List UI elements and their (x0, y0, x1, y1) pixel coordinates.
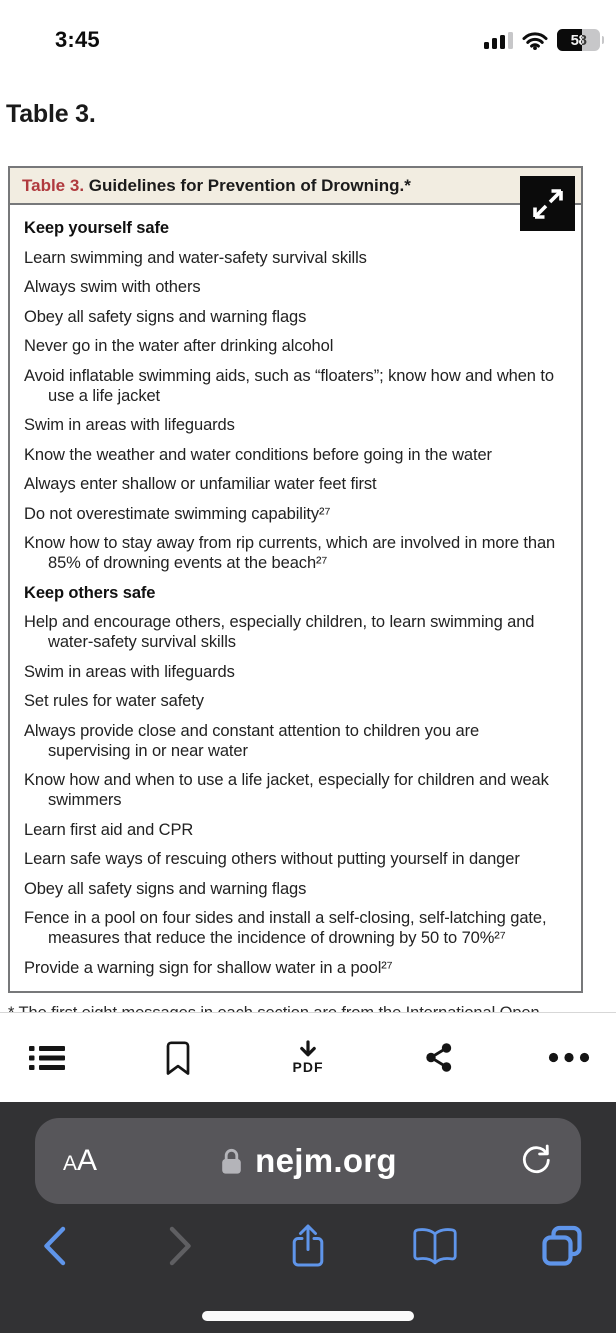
guideline-item: Always enter shallow or unfamiliar water feet first (24, 475, 377, 493)
guideline-item: Fence in a pool on four sides and install a self-closing, self-latching gate, measures that reduce the incidence of drowning by 50 to 70%²⁷ (24, 909, 547, 947)
guideline-item: Learn safe ways of rescuing others without putting yourself in danger (24, 850, 520, 868)
contents-button[interactable] (24, 1030, 70, 1086)
bookmark-icon (165, 1040, 191, 1076)
guideline-item: Know how to stay away from rip currents, which are involved in more than 85% of drowning events at the beach²⁷ (24, 534, 556, 572)
expand-table-button[interactable] (520, 176, 575, 231)
reload-button[interactable] (519, 1143, 553, 1180)
home-indicator[interactable] (202, 1311, 414, 1321)
pdf-download-button[interactable] (285, 1030, 331, 1086)
share-article-button[interactable] (416, 1030, 462, 1086)
guideline-item: Never go in the water after drinking alcohol (24, 337, 334, 355)
status-bar (0, 0, 616, 70)
bookmarks-button[interactable] (407, 1217, 463, 1275)
battery-percent: 58 (570, 31, 587, 49)
guideline-item: Always swim with others (24, 278, 201, 296)
section-header: Keep yourself safe (24, 219, 169, 237)
page-title: Table 3. (6, 100, 96, 128)
url-text: nejm.org (255, 1142, 397, 1179)
share-nodes-icon (424, 1042, 454, 1073)
list-icon (28, 1044, 66, 1072)
table-body (10, 205, 581, 991)
address-bar[interactable] (35, 1118, 581, 1204)
expand-icon (528, 184, 568, 224)
reader-options-button[interactable]: AA (63, 1144, 98, 1177)
lock-icon (219, 1146, 244, 1177)
pdf-label: PDF (292, 1058, 324, 1075)
ellipsis-icon (548, 1052, 590, 1063)
safari-chrome (0, 1102, 616, 1333)
guideline-item: Avoid inflatable swimming aids, such as “floaters”; know how and when to use a life jacket (24, 366, 554, 405)
guideline-item: Know how and when to use a life jacket, especially for children and weak swimmers (24, 771, 549, 809)
guideline-item: Always provide close and constant attention to children you are supervising in or near water (24, 721, 480, 760)
status-icons (484, 29, 601, 51)
guideline-item: Know the weather and water conditions before going in the water (24, 445, 492, 464)
section-header: Keep others safe (24, 583, 156, 602)
bookmark-button[interactable] (155, 1030, 201, 1086)
web-content (0, 70, 616, 1012)
clock-time: 3:45 (55, 27, 100, 52)
forward-icon (167, 1225, 195, 1267)
reload-icon (519, 1143, 553, 1177)
article-toolbar (0, 1012, 616, 1102)
more-options-button[interactable] (546, 1030, 592, 1086)
guideline-item: Swim in areas with lifeguards (24, 662, 235, 681)
guideline-item: Do not overestimate swimming capability²⁷ (24, 504, 331, 523)
share-icon (290, 1223, 326, 1269)
tabs-button[interactable] (534, 1217, 590, 1275)
safari-nav-row (0, 1204, 616, 1275)
table-title (10, 168, 581, 205)
guideline-item: Learn first aid and CPR (24, 820, 194, 839)
guideline-item: Provide a warning sign for shallow water in a pool²⁷ (24, 958, 393, 977)
guideline-item: Learn swimming and water-safety survival skills (24, 248, 367, 267)
table-card (8, 166, 583, 993)
guideline-item: Swim in areas with lifeguards (24, 416, 235, 434)
table-title-text: Guidelines for Prevention of Drowning.* (88, 176, 411, 195)
guideline-item: Obey all safety signs and warning flags (24, 307, 307, 326)
url-display[interactable] (219, 1142, 397, 1180)
bookmarks-book-icon (411, 1226, 459, 1266)
cellular-signal-icon (484, 32, 514, 49)
share-button[interactable] (280, 1217, 336, 1275)
wifi-icon (522, 31, 548, 50)
back-button[interactable] (26, 1217, 82, 1275)
back-icon (40, 1225, 68, 1267)
battery-icon (557, 29, 600, 51)
table-number: Table 3. (22, 176, 85, 195)
guideline-item: Help and encourage others, especially children, to learn swimming and water-safety survival skills (24, 613, 535, 651)
guideline-item: Obey all safety signs and warning flags (24, 879, 307, 898)
forward-button[interactable] (153, 1217, 209, 1275)
download-arrow-icon (296, 1041, 320, 1058)
tabs-icon (540, 1224, 584, 1268)
guideline-item: Set rules for water safety (24, 692, 204, 710)
